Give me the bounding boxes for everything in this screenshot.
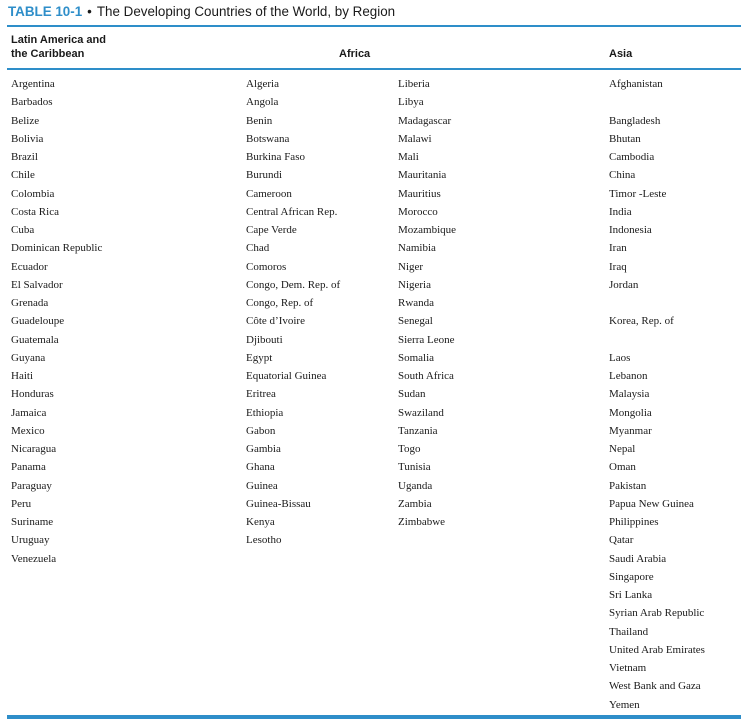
country-cell: Congo, Dem. Rep. of <box>246 278 341 291</box>
country-cell: Lesotho <box>246 534 282 547</box>
country-cell: Benin <box>246 114 273 127</box>
country-cell: Mexico <box>11 424 45 437</box>
country-cell: Ecuador <box>11 260 48 273</box>
country-cell: Syrian Arab Republic <box>609 607 705 620</box>
country-cell: Guadeloupe <box>11 315 65 328</box>
country-cell: Burkina Faso <box>246 151 305 163</box>
country-cell: Congo, Rep. of <box>246 297 314 309</box>
country-cell: Gabon <box>246 424 276 437</box>
country-cell: Libya <box>398 96 424 109</box>
country-cell: Argentina <box>11 78 55 90</box>
country-cell: United Arab Emirates <box>609 643 705 656</box>
country-cell: Uruguay <box>11 534 50 547</box>
country-cell: Vietnam <box>609 662 647 674</box>
country-cell: Mauritania <box>398 169 447 182</box>
bottom-rule <box>7 715 741 719</box>
country-cell: Venezuela <box>11 552 57 565</box>
header-rule <box>7 68 741 70</box>
country-cell: Saudi Arabia <box>609 552 667 565</box>
country-cell: Dominican Republic <box>11 242 103 255</box>
country-cell: Yemen <box>609 698 640 711</box>
country-cell: Timor -Leste <box>609 187 667 200</box>
country-cell: Eritrea <box>246 388 276 401</box>
country-cell: Mongolia <box>609 406 652 419</box>
table-caption <box>8 3 395 21</box>
country-cell: Morocco <box>398 205 438 218</box>
country-cell: Qatar <box>609 534 634 547</box>
column-africa-2 <box>398 75 456 531</box>
country-cell: Malawi <box>398 132 432 145</box>
country-cell <box>609 331 705 349</box>
country-cell: Angola <box>246 96 279 109</box>
country-cell: Kenya <box>246 516 275 528</box>
country-cell: Cameroon <box>246 187 292 200</box>
country-cell: Egypt <box>246 351 273 364</box>
country-cell: Peru <box>11 497 32 510</box>
header-asia: Asia <box>609 48 633 60</box>
country-cell: Oman <box>609 461 636 474</box>
header-latin-america-line2: the Caribbean <box>11 48 85 60</box>
country-cell: Côte d’Ivoire <box>246 315 305 328</box>
country-cell: Malaysia <box>609 388 650 401</box>
country-cell: Korea, Rep. of <box>609 315 674 328</box>
country-cell: Grenada <box>11 297 49 309</box>
country-cell: Thailand <box>609 625 649 638</box>
country-cell <box>609 93 705 111</box>
country-cell: Nicaragua <box>11 443 57 455</box>
top-rule <box>7 25 741 27</box>
country-cell: Botswana <box>246 132 290 145</box>
country-cell: Equatorial Guinea <box>246 370 327 382</box>
header-latin-america-line1: Latin America and <box>11 34 106 46</box>
country-cell: Sierra Leone <box>398 333 455 346</box>
country-cell: Pakistan <box>609 479 647 492</box>
country-cell: Uganda <box>398 479 433 492</box>
country-cell: Nepal <box>609 443 636 455</box>
country-cell: Rwanda <box>398 297 435 309</box>
country-cell: Panama <box>11 461 46 474</box>
country-cell: Burundi <box>246 169 283 182</box>
country-cell: Belize <box>11 114 40 127</box>
country-cell: Papua New Guinea <box>609 497 694 510</box>
country-cell: Haiti <box>11 370 33 382</box>
country-cell: Iraq <box>609 260 627 273</box>
country-cell: Ethiopia <box>246 406 284 419</box>
country-cell: Myanmar <box>609 424 652 437</box>
header-latin-america <box>11 33 106 61</box>
country-cell: Mali <box>398 151 419 163</box>
header-africa: Africa <box>339 48 371 60</box>
country-cell: Singapore <box>609 570 654 583</box>
country-cell: Togo <box>398 443 421 455</box>
country-cell: Jordan <box>609 278 639 291</box>
country-cell: Barbados <box>11 96 53 109</box>
country-cell: Afghanistan <box>609 78 663 90</box>
country-cell: El Salvador <box>11 278 63 291</box>
country-cell: Mauritius <box>398 187 441 200</box>
country-cell <box>609 294 705 312</box>
country-cell: Swaziland <box>398 406 444 419</box>
country-cell: Chad <box>246 242 270 255</box>
country-cell: Colombia <box>11 187 55 200</box>
country-cell: Tunisia <box>398 461 431 474</box>
country-cell: Laos <box>609 351 631 364</box>
country-cell: Indonesia <box>609 224 652 236</box>
country-cell: Guinea-Bissau <box>246 497 311 510</box>
country-cell: Bangladesh <box>609 114 661 127</box>
country-cell: Guyana <box>11 351 46 364</box>
country-cell: Iran <box>609 242 627 255</box>
caption-bullet: • <box>87 4 92 19</box>
country-cell: Bolivia <box>11 132 44 145</box>
country-cell: Guatemala <box>11 333 59 346</box>
country-cell: Tanzania <box>398 424 438 437</box>
country-cell: South Africa <box>398 370 454 382</box>
country-cell: Djibouti <box>246 333 283 346</box>
country-cell: Cape Verde <box>246 224 297 236</box>
table-title: The Developing Countries of the World, by Region <box>96 4 396 19</box>
country-cell: Cambodia <box>609 151 655 163</box>
country-cell: Paraguay <box>11 479 52 492</box>
country-cell: Madagascar <box>398 114 452 127</box>
country-cell: Sri Lanka <box>609 589 653 601</box>
country-cell: Lebanon <box>609 370 648 382</box>
country-cell: China <box>609 169 636 182</box>
country-cell: Brazil <box>11 151 38 163</box>
column-latin-america <box>11 75 102 568</box>
column-africa-1 <box>246 75 340 550</box>
country-cell: Guinea <box>246 479 278 492</box>
country-cell: Ghana <box>246 461 275 474</box>
country-cell: Cuba <box>11 224 35 236</box>
country-cell: Costa Rica <box>11 205 59 218</box>
column-asia <box>609 75 705 714</box>
country-cell: Algeria <box>246 78 279 90</box>
country-cell: Bhutan <box>609 132 641 145</box>
country-cell: West Bank and Gaza <box>609 680 701 693</box>
country-cell: Suriname <box>11 516 54 528</box>
country-cell: Jamaica <box>11 406 47 419</box>
country-cell: Central African Rep. <box>246 205 338 218</box>
country-cell: Philippines <box>609 516 659 528</box>
country-cell: Zimbabwe <box>398 516 446 528</box>
table-number: TABLE 10-1 <box>8 4 83 19</box>
country-cell: Mozambique <box>398 224 457 236</box>
country-cell: Somalia <box>398 351 435 364</box>
country-cell: Sudan <box>398 388 426 401</box>
country-cell: Chile <box>11 169 35 182</box>
country-cell: Honduras <box>11 388 54 401</box>
country-cell: India <box>609 205 632 218</box>
country-cell: Namibia <box>398 242 436 255</box>
country-cell: Senegal <box>398 315 433 328</box>
country-cell: Gambia <box>246 443 281 455</box>
country-cell: Comoros <box>246 260 287 273</box>
country-cell: Nigeria <box>398 278 431 291</box>
country-cell: Niger <box>398 260 424 273</box>
country-cell: Liberia <box>398 78 430 90</box>
country-cell: Zambia <box>398 497 432 510</box>
